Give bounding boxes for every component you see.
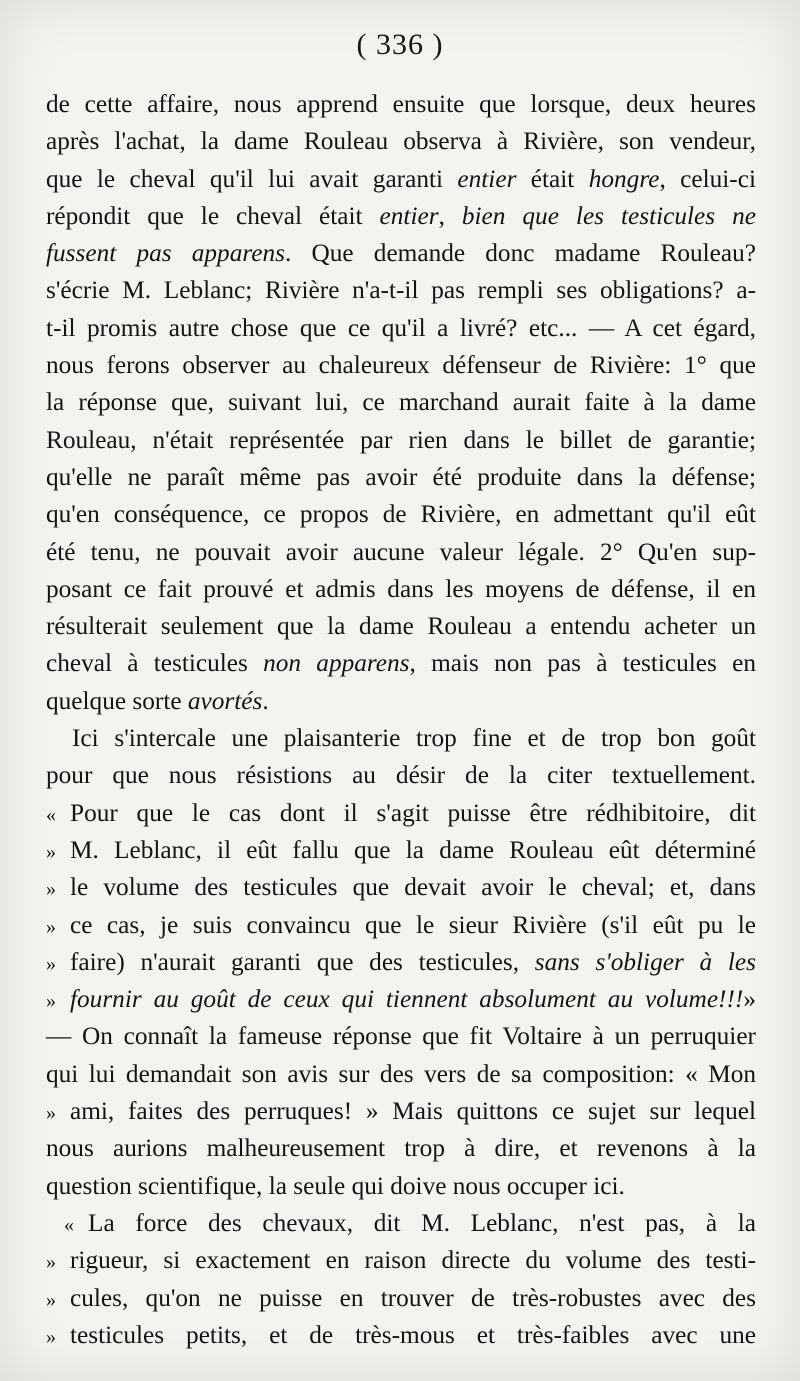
text-line [46,161,756,198]
text-line [46,683,756,720]
text-line [46,571,756,608]
text-line [46,1242,756,1279]
text-segment: faire) n'aurait garanti que des testicules, [70,947,535,976]
text-segment: , mais non pas à testicules en [409,649,756,678]
text-segment: — On connaît la fameuse réponse que fit Voltaire à un perruquier [46,1022,756,1051]
text-line [46,347,756,384]
italic-text: entier [379,201,439,230]
italic-text: sans s'obliger à les [534,947,756,976]
text-line [46,1205,756,1242]
text-line [46,608,756,645]
text-line [46,1018,756,1055]
text-line [46,869,756,906]
text-line [46,1168,756,1205]
text-segment: de cette affaire, nous apprend ensuite que lorsque, deux heures [46,90,756,118]
text-line [46,1056,756,1093]
text-line [46,422,756,459]
text-segment: pour que nous résistions au désir de la citer textuellement. [46,761,756,790]
quote-mark: « [46,803,56,826]
quote-mark: « [64,1213,74,1236]
quote-mark: » [46,990,56,1013]
text-segment: s'écrie M. Leblanc; Rivière n'a-t-il pas rempli ses obligations? a- [46,276,756,305]
text-line [46,795,756,832]
text-line [46,310,756,347]
text-segment: . [262,686,269,715]
text-segment: posant ce fait prouvé et admis dans les moyens de défense, il en [46,574,756,603]
quote-mark: » [46,915,56,938]
text-segment: Pour que le cas dont il s'agit puisse être rédhibitoire, dit [70,798,756,827]
text-segment: La force des chevaux, dit M. Leblanc, n'est pas, à la [88,1208,756,1237]
text-segment: M. Leblanc, il eût fallu que la dame Rouleau eût déterminé [70,835,756,864]
text-segment: cheval à testicules [46,649,264,678]
text-line [46,720,756,757]
text-segment: cules, qu'on ne puisse en trouver de très-robustes avec des [70,1283,756,1312]
italic-text: hongre [588,164,660,193]
text-segment: Ici s'intercale une plaisanterie trop fine et de trop bon goût [72,724,756,753]
text-segment: rigueur, si exactement en raison directe du volume des testi- [70,1246,756,1275]
text-segment: t-il promis autre chose que ce qu'il a livré? etc... — A cet égard, [46,313,756,342]
italic-text: fussent pas apparens [46,239,285,268]
italic-text: entier [457,164,517,193]
text-segment: qu'en conséquence, ce propos de Rivière, en admettant qu'il eût [46,500,756,529]
text-segment: » [743,985,756,1014]
text-segment: nous ferons observer au chaleureux défenseur de Rivière: 1° que [46,351,756,380]
text-line [46,1317,756,1354]
text-line [46,944,756,981]
text-line [46,757,756,794]
text-line [46,534,756,571]
text-line [46,1093,756,1130]
text-segment: qu'elle ne paraît même pas avoir été produite dans la défense; [46,462,756,491]
page-number: ( 336 ) [356,28,444,61]
text-segment: était [516,164,589,193]
text-line [46,86,756,123]
text-line [46,1280,756,1317]
quote-mark: » [46,952,56,975]
text-segment: question scientifique, la seule qui doive nous occuper ici. [46,1171,625,1200]
text-segment: que le cheval qu'il lui avait garanti [46,164,458,193]
text-segment: été tenu, ne pouvait avoir aucune valeur légale. 2° Qu'en sup- [46,537,756,566]
text-line [46,272,756,309]
text-segment: répondit que le cheval était [46,201,380,230]
text-line [46,198,756,235]
text-line [46,384,756,421]
text-segment: résulterait seulement que la dame Rouleau a entendu acheter un [46,612,756,641]
text-line [46,123,756,160]
italic-text: avortés [187,686,263,715]
italic-text: fournir au goût de ceux qui tiennent absolument au volume!!! [70,985,744,1014]
text-line [46,981,756,1018]
quote-mark: » [46,840,56,863]
text-segment: . Que demande donc madame Rouleau? [284,239,756,268]
text-segment: quelque sorte [46,686,188,715]
text-segment: Rouleau, n'était représentée par rien dans le billet de garantie; [46,425,756,454]
italic-text: bien que les testicules ne [461,201,756,230]
text-line [46,645,756,682]
quote-mark: » [46,1102,56,1125]
text-segment: la réponse que, suivant lui, ce marchand aurait faite à la dame [46,388,756,417]
text-line [46,907,756,944]
text-line [46,235,756,272]
text-segment: qui lui demandait son avis sur des vers de sa composition: « Mon [46,1059,756,1088]
quote-mark: » [46,1288,56,1311]
text-segment: ami, faites des perruques! » Mais quittons ce sujet sur lequel [70,1097,756,1126]
text-line [46,496,756,533]
text-segment: après l'achat, la dame Rouleau observa à Rivière, son vendeur, [46,127,756,156]
text-segment: le volume des testicules que devait avoir le cheval; et, dans [70,873,756,902]
text-segment: testicules petits, et de très-mous et très-faibles avec une [70,1320,756,1349]
quote-mark: » [46,878,56,901]
text-line [46,1130,756,1167]
quote-mark: » [46,1325,56,1348]
text-segment: ce cas, je suis convaincu que le sieur Rivière (s'il eût pu le [70,910,756,939]
text-segment: , celui-ci [659,164,756,193]
text-line [46,832,756,869]
text-segment: , [438,201,462,230]
italic-text: non apparens [263,649,410,678]
body-text [46,86,756,1354]
text-segment: nous aurions malheureusement trop à dire, et revenons à la [46,1134,756,1163]
text-line [46,459,756,496]
quote-mark: » [46,1251,56,1274]
